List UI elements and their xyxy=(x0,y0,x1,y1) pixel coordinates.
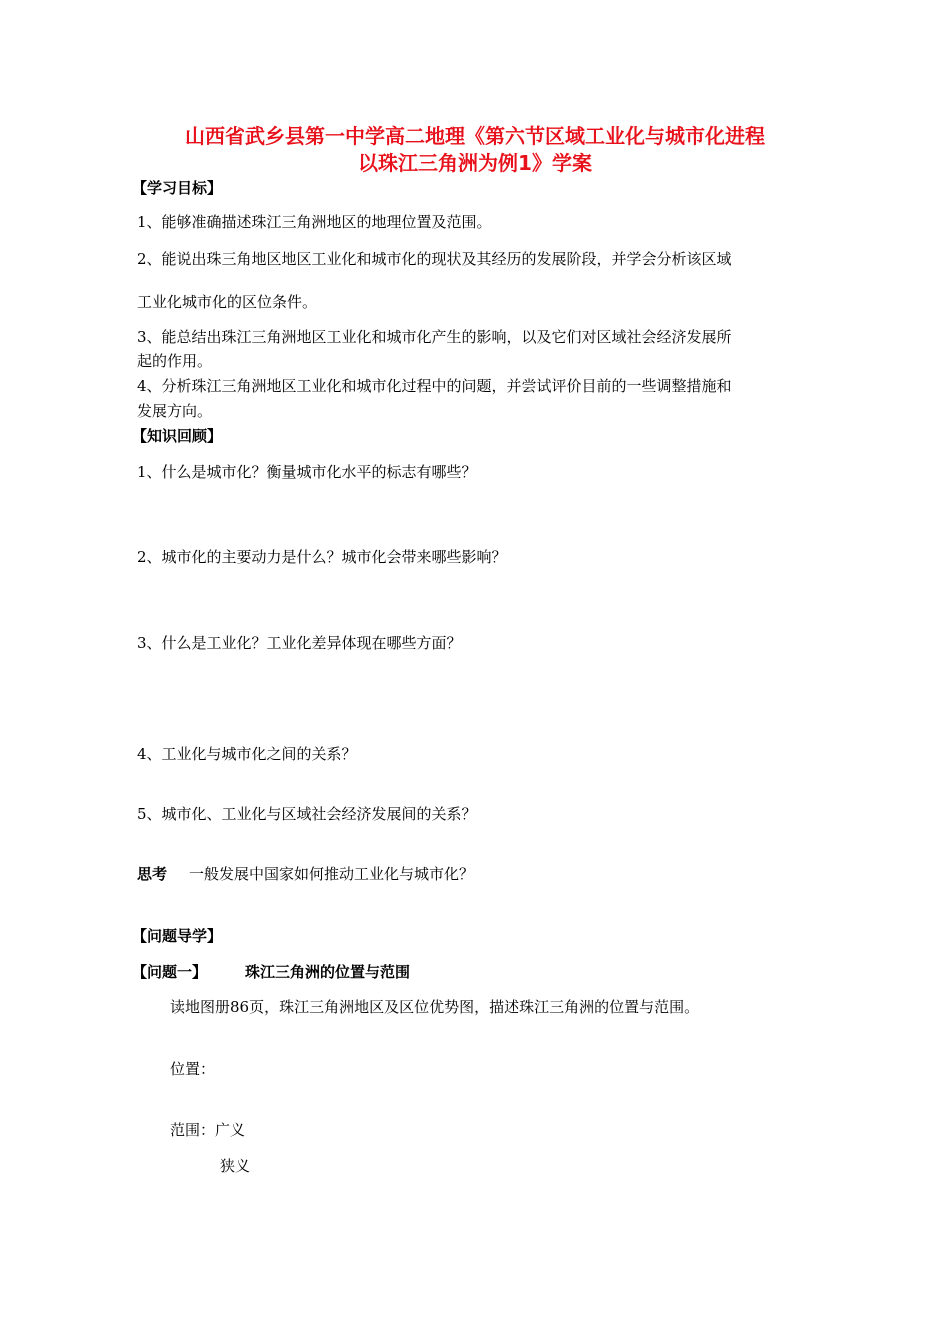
objective-item-3: 3、能总结出珠江三角洲地区工业化和城市化产生的影响，以及它们对区域社会经济发展所 xyxy=(137,328,732,346)
problem-1-title: 珠江三角洲的位置与范围 xyxy=(245,963,411,981)
problem-1-label: 【问题一】 xyxy=(132,963,208,981)
review-question-3: 3、什么是工业化？工业化差异体现在哪些方面？ xyxy=(137,634,462,652)
scope-narrow-label: 狭义 xyxy=(220,1157,251,1175)
position-label: 位置： xyxy=(170,1060,216,1078)
review-heading: 【知识回顾】 xyxy=(132,427,223,445)
objective-item-1: 1、能够准确描述珠江三角洲地区的地理位置及范围。 xyxy=(137,213,492,231)
guide-heading: 【问题导学】 xyxy=(132,927,223,945)
think-text: 一般发展中国家如何推动工业化与城市化？ xyxy=(189,865,475,883)
problem-1-heading xyxy=(132,962,410,982)
objective-item-4-cont: 发展方向。 xyxy=(137,402,213,420)
review-question-2: 2、城市化的主要动力是什么？城市化会带来哪些影响？ xyxy=(137,548,507,566)
objective-item-2-cont: 工业化城市化的区位条件。 xyxy=(137,293,318,311)
review-question-1: 1、什么是城市化？衡量城市化水平的标志有哪些？ xyxy=(137,463,477,481)
document-title-line1: 山西省武乡县第一中学高二地理《第六节区域工业化与城市化进程 xyxy=(185,124,765,148)
review-question-4: 4、工业化与城市化之间的关系？ xyxy=(137,745,357,763)
objectives-heading: 【学习目标】 xyxy=(132,179,223,197)
map-reading-instruction: 读地图册86页，珠江三角洲地区及区位优势图，描述珠江三角洲的位置与范围。 xyxy=(170,998,700,1016)
objective-item-2: 2、能说出珠三角地区地区工业化和城市化的现状及其经历的发展阶段，并学会分析该区域 xyxy=(137,250,732,268)
think-prompt xyxy=(137,864,474,884)
review-question-5: 5、城市化、工业化与区域社会经济发展间的关系？ xyxy=(137,805,477,823)
think-label: 思考 xyxy=(137,865,168,883)
objective-item-3-cont: 起的作用。 xyxy=(137,352,213,370)
document-title-line2: 以珠江三角洲为例1》学案 xyxy=(358,151,592,175)
scope-broad-label: 范围：广义 xyxy=(170,1121,246,1139)
objective-item-4: 4、分析珠江三角洲地区工业化和城市化过程中的问题，并尝试评价目前的一些调整措施和 xyxy=(137,377,732,395)
